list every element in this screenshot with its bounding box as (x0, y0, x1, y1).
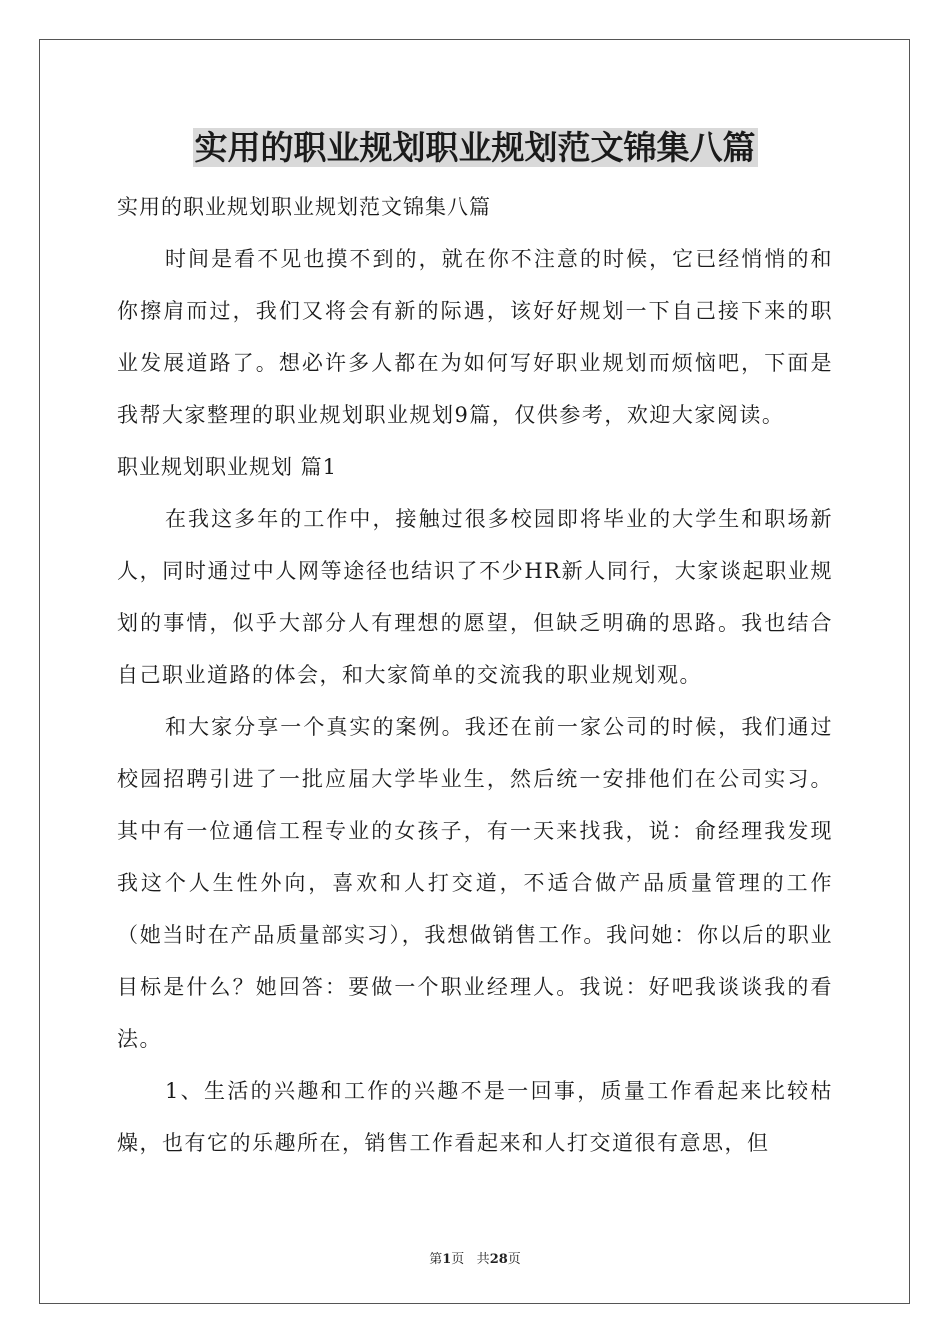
total-prefix: 共 (476, 1252, 490, 1267)
body-paragraph-3: 1、生活的兴趣和工作的兴趣不是一回事，质量工作看起来比较枯燥，也有它的乐趣所在，销售工作看起来和人打交道很有意思，但 (117, 1079, 833, 1155)
page-unit: 页 (451, 1252, 465, 1267)
page-total: 28 (489, 1252, 508, 1267)
page-footer (0, 1248, 950, 1267)
body-paragraph-2: 和大家分享一个真实的案例。我还在前一家公司的时候，我们通过校园招聘引进了一批应届大学毕业生，然后统一安排他们在公司实习。其中有一位通信工程专业的女孩子，有一天来找我，说：俞经理我发现我这个人生性外向，喜欢和人打交道，不适合做产品质量管理的工作（她当时在产品质量部实习），我想做销售工作。我问她：你以后的职业目标是什么？她回答：要做一个职业经理人。我说：好吧我谈谈我的看法。 (117, 715, 833, 1051)
intro-paragraph: 时间是看不见也摸不到的，就在你不注意的时候，它已经悄悄的和你擦肩而过，我们又将会有新的际遇，该好好规划一下自己接下来的职业发展道路了。想必许多人都在为如何写好职业规划而烦恼吧，下面是我帮大家整理的职业规划职业规划9篇，仅供参考，欢迎大家阅读。 (117, 247, 833, 427)
document-subtitle: 实用的职业规划职业规划范文锦集八篇 (117, 195, 491, 219)
document-title-text: 实用的职业规划职业规划范文锦集八篇 (194, 128, 756, 167)
body-paragraph-1: 在我这多年的工作中，接触过很多校园即将毕业的大学生和职场新人，同时通过中人网等途径也结识了不少HR新人同行，大家谈起职业规划的事情，似乎大部分人有理想的愿望，但缺乏明确的思路。我也结合自己职业道路的体会，和大家简单的交流我的职业规划观。 (117, 507, 833, 687)
document-title (0, 124, 950, 172)
document-body (117, 181, 833, 1169)
page-prefix: 第 (429, 1252, 443, 1267)
total-unit: 页 (507, 1252, 521, 1267)
page-current: 1 (442, 1252, 452, 1267)
section-heading: 职业规划职业规划 篇1 (117, 455, 338, 479)
